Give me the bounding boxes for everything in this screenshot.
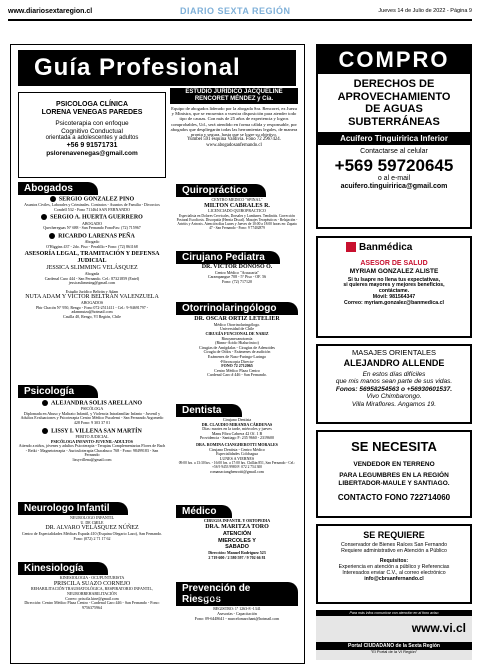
banm-logo xyxy=(318,238,470,258)
estudio-title-1: ESTUDIO JURÍDICO JACQUELINE xyxy=(185,89,283,95)
oto-6: (Rinno-Ácido Hialurónico) xyxy=(215,340,259,346)
psico-l3: orientada a adolescentes y adultos xyxy=(45,135,139,142)
req-l4: Experiencia en atención a público y Referencias xyxy=(338,564,450,571)
kine-name: PRISCILA SUAZO CORNEJO xyxy=(53,580,131,587)
banmedica-ad xyxy=(316,236,472,338)
dent-2: Días: martes en la tarde, miércoles y jueves xyxy=(202,426,272,432)
req-l3: Requisitos: xyxy=(379,558,409,565)
prev-2: INGENIERO EN PREVENCIÓN DE RIESGOS xyxy=(197,601,277,607)
section-prevencion: Prevención de Riesgos xyxy=(176,582,298,606)
kine-1: KINESIOLOGIA - OCUPUNTURISTA xyxy=(59,576,125,580)
estudio-box xyxy=(170,88,298,180)
med-phone: 2 719 600 / 2 580 597 / 9 702 66 81 xyxy=(208,555,266,561)
psico-title: PSICOLOGA CLÍNICA xyxy=(55,101,129,108)
psi-2-title: PSICÓLOGA INFANTO-JUVENIL-ADULTOS xyxy=(51,438,133,444)
quiro-title: LICENCIADO QUIROPRACTICO xyxy=(208,208,266,214)
estudio-addr: Yumbel 591 esquina Valdivia. Fono 72 2967424. xyxy=(187,137,281,143)
abog-4-name: ASESORÍA LEGAL, TRAMITACIÓN Y DEFENSA JUDICIAL xyxy=(24,251,160,265)
oto-3: Universidad de Chile xyxy=(220,326,254,332)
vicl-ad xyxy=(316,610,472,660)
necesita-ad xyxy=(316,430,472,518)
section-neuro: Neurologo Infantil xyxy=(18,502,128,515)
prevencion-box xyxy=(176,596,298,638)
compro-l6: Contactarse al celular xyxy=(360,147,428,155)
cirujano-box xyxy=(176,264,298,298)
banmedica-logo-icon xyxy=(346,242,356,252)
psico-email[interactable]: pslorenavenegas@gmail.com xyxy=(46,149,138,157)
vi-site[interactable]: www.vi.cl xyxy=(411,621,466,636)
mas-l2: ALEJANDRO ALLENDE xyxy=(343,357,445,368)
section-dentista: Dentista xyxy=(176,404,242,417)
dent-10[interactable]: romanacianghenrotti@gmail.com xyxy=(210,468,264,474)
banm-l3: contáctame. xyxy=(378,288,410,295)
dent-8: LUNES A VIERNES xyxy=(219,455,255,461)
req-l6[interactable]: info@cbrsanfernando.cl xyxy=(364,576,424,583)
mas-l5: Fonos: 56958254563 o +56930601537. xyxy=(335,385,453,393)
psi-2-text: LISSY I. VILLENA SAN MARTÍN xyxy=(51,428,142,435)
banm-name: MYRIAM GONZALEZ ALISTE xyxy=(349,268,439,276)
kine-spec: REHABILITACIÓN TRAUMATOLÓGICA, RESPIRATORIO INFANTIL, NEURORREHABILITACIÓN xyxy=(31,586,153,597)
divider xyxy=(8,19,472,21)
abog-5-desc: Pbtr Chacón N° 950, Rengo - Fono 072-2511411 - Cel.: 9-94691797 - adamnutza@hotmail.com xyxy=(35,304,149,315)
abog-5-addr: Casilla 40, Rengo, VI Región, Chile xyxy=(63,314,121,320)
abog-3-text: RICARDO LARENAS PEÑA xyxy=(58,233,135,240)
psico-box xyxy=(18,92,166,178)
nec-title: SE NECESITA xyxy=(351,439,437,454)
mas-l6: Vivo Chimbarongo. xyxy=(366,393,422,401)
section-abogados: Abogados xyxy=(18,182,98,195)
abog-5-names: NUTA ADAM Y VÍCTOR BELTRÁN VALENZUELA xyxy=(25,294,159,301)
page-date: Jueves 14 de Julio de 2022 - Página 9 xyxy=(378,8,472,14)
abog-5-firm: Estudio Jurídico Beltrán y Adam xyxy=(65,288,119,294)
abog-2-text: SERGIO A. HUERTA GUERRERO xyxy=(50,214,143,221)
compro-l5: Acuífero Tinguiririca Inferior xyxy=(318,132,470,145)
oto-9: Exámenes de Naso-Faringo-Laringo xyxy=(207,354,267,360)
dent-5: DRA. ROMINA CIANGHEROTTI MORALES xyxy=(196,441,278,447)
paper-title: DIARIO SEXTA REGIÓN xyxy=(180,6,291,16)
bullet-icon xyxy=(50,196,56,202)
dent-9: 09:00 hrs. a 13:30 hrs. - 16:00 hrs. a 17:00 hrs. Chillán 851, San Fernando - Cel.: +56 9 9453 9980 F: 072 2 754 300 xyxy=(178,461,296,470)
compro-title: COMPRO xyxy=(318,46,470,74)
prev-5: Fono: 09-6448641 - marcelomarchant@hotmail.com xyxy=(194,615,280,621)
psi-2-sub: PERITO JUDICIAL xyxy=(75,433,109,439)
banm-brand: Banmédica xyxy=(359,242,413,253)
oto-name: DR. ÓSCAR ORTIZ LETELIER xyxy=(194,316,280,322)
oto-11: FONO 72 2712065 xyxy=(221,363,253,369)
bullet-icon xyxy=(49,233,55,239)
compro-email[interactable]: acuifero.tinguiririca@gmail.com xyxy=(340,183,448,191)
oto-7: Cirugías de Amígdalas - Cirugías de Adenoides xyxy=(199,344,275,350)
ciru-center: Centro Médico "Araucaria" xyxy=(214,269,260,275)
dent-6: Cirujano Dentista - Centro Médico xyxy=(209,446,265,452)
ciru-phone: Fono: (72) 717120 xyxy=(222,279,252,285)
banm-mail[interactable]: Correo: myriam.gonzalez@banmedica.cl xyxy=(344,300,444,307)
section-psicologia: Psicología xyxy=(18,385,98,398)
estudio-title-2: RENCORET MÉNDEZ y Cía. xyxy=(194,95,274,102)
neuro-1: NEUROLOGO INFANTIL xyxy=(69,516,115,520)
neuro-2: U. DE CHILE xyxy=(80,519,104,525)
vi-foot: "El Portal de la VI Región" xyxy=(370,649,418,654)
psi-1-text: ALEJANDRA SOLÍS ARELLANO xyxy=(50,400,143,407)
psicologia-box xyxy=(18,400,166,496)
dent-7: Especialidades Colchagua xyxy=(216,451,258,457)
med-addr: Dirección: Manuel Rodríguez 523 xyxy=(208,550,266,556)
psi-1-sub: PSICÓLOGA xyxy=(80,406,104,412)
prev-name: Manuel M. Marchant Naranjo xyxy=(201,596,273,602)
med-name: DRA. MARITZA TORO xyxy=(205,523,269,530)
quiro-name: MILTON CABRALES R. xyxy=(204,202,270,209)
compro-l1: DERECHOS DE xyxy=(353,78,435,90)
kine-box xyxy=(18,576,166,626)
abog-4-desc: Cardenal Caro 444 - San Fernando. Cel.: 87321859 (Entel) xyxy=(44,275,140,281)
estudio-web[interactable]: www.abogadosanfernando.cl xyxy=(206,142,262,148)
section-kine: Kinesiología xyxy=(18,562,108,575)
quiro-center: CENTRO MÉDICO "SPINAL" xyxy=(211,198,263,202)
masajes-ad xyxy=(316,344,472,424)
req-title: SE REQUIERE xyxy=(363,530,425,540)
dentista-box xyxy=(176,418,298,500)
psi-2-desc: Atiendo a niños, jóvenes y adultos Psicoterapia - Terapias Complementarias Flores de Bach - Reiki - Magnetoterapia - Auriculoterapia Chacabuco 768 - Fono: 98499183 - San Fernando xyxy=(18,443,166,458)
abog-4-email[interactable]: jessicaslimming@gmail.com xyxy=(68,280,116,286)
quiro-box xyxy=(176,198,298,248)
medico-box xyxy=(176,519,298,571)
abog-1-text: SERGIO GONZÁLEZ PINO xyxy=(58,196,135,203)
mas-l1: MASAJES ORIENTALES xyxy=(351,348,437,357)
mas-l7: Villa Miraflores. Angamos 19. xyxy=(351,400,437,408)
section-cirujano: Cirujano Pediatra xyxy=(176,251,280,264)
req-l1: Conservador de Bienes Raíces San Fernando xyxy=(340,542,448,549)
req-l2: Requiere administrativo en Atención a Público xyxy=(341,548,447,555)
compro-phone: +569 59720645 xyxy=(334,155,454,175)
psico-l2: Cognitivo Conductual xyxy=(61,127,123,135)
req-l5: Interesados enviar C.V., al correo electrónico xyxy=(342,570,446,577)
nec-l3: LIBERTADOR-MAULE Y SANTIAGO. xyxy=(338,479,450,487)
oto-5: Rinosmecanotomía xyxy=(221,335,253,341)
neuro-box xyxy=(18,516,166,566)
abog-3-sub: Abogado xyxy=(84,239,100,245)
oto-13: Cardenal Caro # 446 - San Fernando. xyxy=(207,372,267,378)
vi-sub: Portal CIUDADANO de la Sexta Región xyxy=(316,642,472,650)
psi-1-desc: Diplomada en Abuso y Maltrato Infantil, y Violencia Intrafamiliar Infanto - Juvenil y Adultos Evaluaciones y Psicoterapia Centro Médico Pucalemi - San Fernando Argomedo 428 Fono: 9 303 37 01 xyxy=(20,410,164,426)
site-url[interactable]: www.diariosextaregion.cl xyxy=(8,7,93,15)
dent-1: DR. CLAUDIO MIRANDA CÁRDENAS xyxy=(201,421,273,427)
abog-5-sub: ABOGADOS xyxy=(80,300,104,306)
requiere-ad xyxy=(316,524,472,604)
estudio-title xyxy=(170,88,298,104)
mas-l4: que mis manos sean parte de sus vidas. xyxy=(335,378,453,386)
bullet-icon xyxy=(41,214,47,220)
nec-l2: PARA LEGUMBRES EN LA REGIÓN xyxy=(339,472,449,480)
oto-12: Centro Médico Plaza Centro xyxy=(214,367,260,373)
kine-mail[interactable]: Correo: priscila.kine@gmail.com xyxy=(65,595,119,601)
prev-3: REGISTRO: 1º 1263-8 -1341 xyxy=(213,606,261,612)
kine-addr: Dirección: Centro Médico Plaza Centro - Cardenal Caro 446 - San Fernando - Fono: 9756375964 xyxy=(24,600,160,610)
bullet-icon xyxy=(42,428,48,434)
banm-l1: Si tu Isapre no llena tus expectativas, xyxy=(347,276,441,283)
oto-8: Cirugía de Oídos - Exámenes de audición xyxy=(203,349,271,355)
abogados-box xyxy=(18,196,166,358)
neuro-desc: Centro de Especialidades Médicas Espada 410 (Esquina Olegario Lazo), San Fernando. Fono: (072) 2 71 17 62 xyxy=(21,531,163,541)
estudio-body: Equipo de abogados liderado por la abogada Sra. Rencoret, ex Jueza y Ministra, que se encuentra a vuestra disposición para atender todo tipo de causas. Con más de 25 años de experiencia y logros comprobables, Ud., será atendido en forma cálida y responsable, por abogados que despliegarán todas las herramientas legales, de manera pronta y segura, hasta que se logre su objetivo. xyxy=(170,105,298,138)
section-otorrino: Otorrinolaringólogo xyxy=(176,302,298,315)
dent-4: Providencia - Santiago F: 235 9660 - 2319600 xyxy=(199,435,275,441)
vi-top: Para más infos comunicar con atención en al fono aviso xyxy=(316,610,472,616)
psico-name: LORENA VENEGAS PAREDES xyxy=(41,109,143,117)
section-medico: Médico xyxy=(176,505,232,518)
page-header xyxy=(8,4,472,18)
compro-l3: DE AGUAS xyxy=(365,103,423,116)
banm-l2: si quieres mayores y mejores beneficios, xyxy=(343,282,445,289)
med-schedule: ATENCIÓN MIERCOLES Y SABADO xyxy=(218,531,256,551)
psi-2-email[interactable]: lissyvillena@gmail.com xyxy=(72,456,112,462)
mas-l3: En estos días difíciles xyxy=(362,370,426,378)
abog-2-desc: Quechereguas N° 688 - San Fernando FonoFax: (72) 715967 xyxy=(43,225,141,231)
neuro-name: DR. ALVARO VELÁSQUEZ NÚÑEZ xyxy=(45,525,139,532)
quiro-desc: Especialista en Dolores Cervicales, Dorsales y Lumbares. Tendinitis. Corrección Postural Escoliosis. Discopatía (Hernia Discal). Masajes Terapéuticos - Relajación - Artritis y Artrosis. Atención días Lunes y Jueves de 10:00 a 18:00 horas en: Zapata 47 - San Fernando - Fono: 9 77402879 xyxy=(176,214,298,231)
prev-4: Asesorías - Capacitación xyxy=(217,611,257,617)
psico-l1: Psicoterapia con enfoque xyxy=(55,120,129,128)
ciru-addr: Carampangue 708 - 5° Piso - OF. 56 xyxy=(207,274,267,280)
oto-4: CIRUGÍA FUNCIONAL DE NARIZ xyxy=(205,331,269,337)
abog-4-sub: Abogada xyxy=(84,271,100,277)
psico-phone: +56 9 91571731 xyxy=(66,141,118,149)
ciru-name: DR. VÍCTOR DONOSO O. xyxy=(201,264,273,270)
oto-2: Médico Otorrinolaringólogo. xyxy=(213,321,261,327)
guia-title: Guía Profesional xyxy=(18,50,296,86)
abog-1-desc: Asuntos Civiles, Laborales y Criminales. Contratos - Asuntos de Familia - Divorcios Condell 532 - Fono 711464 SAN FERNANDO xyxy=(24,202,160,212)
nec-l1: VENDEDOR EN TERRENO xyxy=(353,460,435,468)
abog-4-person: JESSICA SLIMMING VELÁSQUEZ xyxy=(46,265,138,272)
nec-l4: CONTACTO FONO 722714060 xyxy=(337,493,451,503)
bullet-icon xyxy=(42,400,48,406)
otorrino-box xyxy=(176,316,298,398)
banm-mob: Móvil: 981564347 xyxy=(372,294,416,301)
dent-3: Manu Fibra Cabrera 42 Of. 1 B xyxy=(211,430,263,436)
compro-ad xyxy=(316,44,472,229)
abog-3-desc: O'Higgins 437 - 2do. Piso - Peralillo • Fono: (72) 861168 xyxy=(46,243,138,249)
med-1: CIRUGÍA INFANTIL Y ORTOPEDIA xyxy=(203,519,271,523)
compro-l7: o al e-mail xyxy=(377,175,411,183)
compro-l2: APROVECHAMIENTO xyxy=(337,90,451,103)
dent-0: Cirujano Dentista xyxy=(222,418,252,422)
section-quiro: Quiropráctico xyxy=(176,184,266,197)
compro-l4: SUBTERRÁNEAS xyxy=(348,115,440,128)
abog-2-sub: ABOGADO xyxy=(82,220,102,226)
oto-10: -Fibroscopia Directa- xyxy=(219,358,255,364)
banm-role: ASESOR DE SALUD xyxy=(360,260,428,267)
